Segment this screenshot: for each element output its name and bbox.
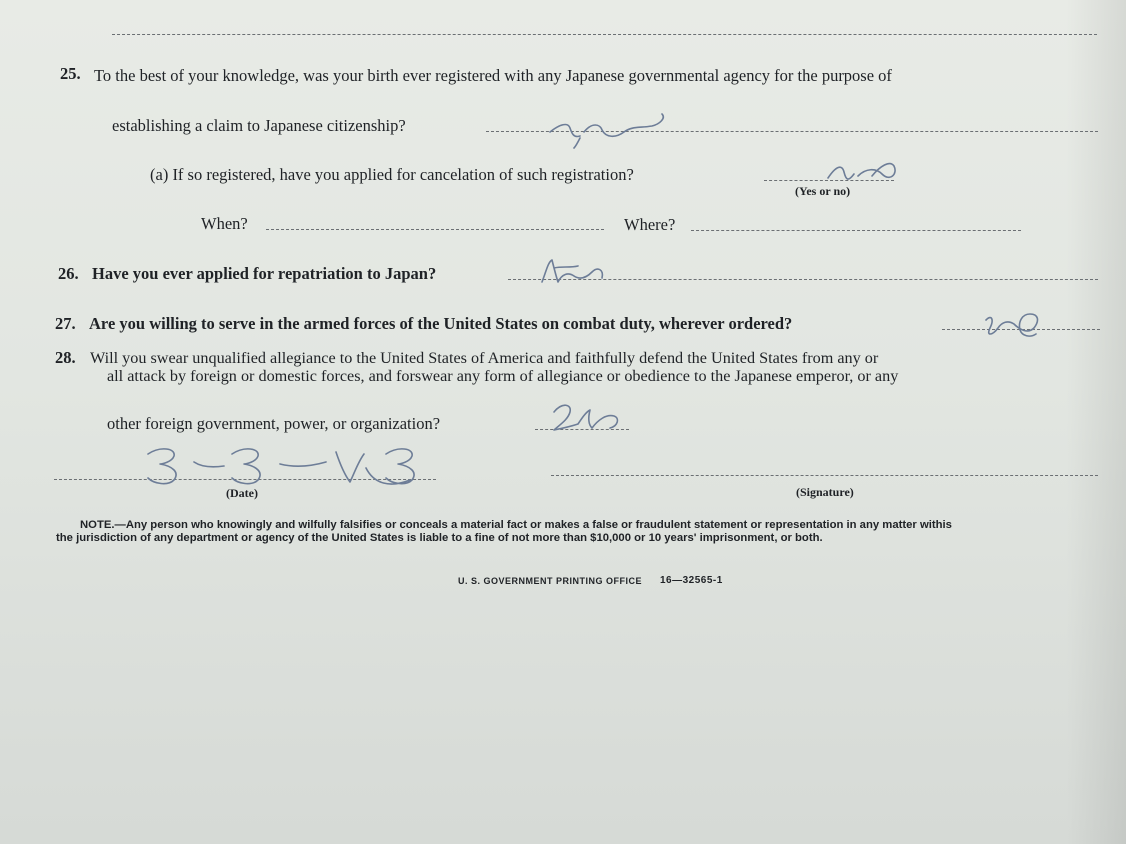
q25-line1: To the best of your knowledge, was your birth ever registered with any Japanese governmental agency for the purpose of (94, 66, 892, 85)
q27-answer-handwriting (972, 306, 1052, 342)
q25a-text: (a) If so registered, have you applied for cancelation of such registration? (150, 165, 634, 184)
signature-field[interactable] (551, 475, 1098, 476)
note-line1: NOTE.—Any person who knowingly and wilfully falsifies or conceals a material fact or makes a false or fraudulent statement or representation in any matter withis (80, 519, 952, 531)
q25a-when-field[interactable] (266, 229, 604, 230)
printing-office: U. S. GOVERNMENT PRINTING OFFICE (458, 576, 643, 586)
q25a-where-field[interactable] (691, 230, 1021, 231)
printing-code: 16—32565-1 (660, 575, 723, 586)
note-line2: the jurisdiction of any department or agency of the United States is liable to a fine of not more than $10,000 or 10 years' imprisonment, or both. (56, 532, 823, 544)
q28-number: 28. (55, 348, 76, 367)
q25a-hint: (Yes or no) (795, 184, 851, 198)
q25a-answer-handwriting (820, 158, 900, 192)
q26-text: Have you ever applied for repatriation to Japan? (92, 264, 437, 283)
q26-number: 26. (58, 264, 79, 283)
date-label: (Date) (226, 486, 258, 500)
q28-line3: other foreign government, power, or organization? (107, 414, 441, 433)
q28-line1: Will you swear unqualified allegiance to the United States of America and faithfully defend the United States from any or (90, 349, 879, 367)
q25-number: 25. (60, 64, 81, 83)
q27-number: 27. (55, 314, 76, 333)
q25a-when-label: When? (201, 214, 248, 233)
date-handwriting (140, 444, 440, 494)
q26-answer-handwriting (532, 254, 622, 288)
q25-answer-handwriting (540, 108, 680, 148)
q27-text: Are you willing to serve in the armed forces of the United States on combat duty, wherever ordered? (89, 314, 793, 333)
paper-edge-shadow (1066, 0, 1126, 844)
q25-line2: establishing a claim to Japanese citizenship? (112, 116, 406, 135)
q25a-where-label: Where? (624, 215, 676, 234)
show-through-text (560, 650, 564, 666)
q28-line2: all attack by foreign or domestic forces, and forswear any form of allegiance or obedience to the Japanese emperor, or any (107, 367, 899, 385)
signature-label: (Signature) (796, 485, 854, 499)
q28-answer-handwriting (546, 400, 626, 434)
top-rule (112, 34, 1097, 35)
